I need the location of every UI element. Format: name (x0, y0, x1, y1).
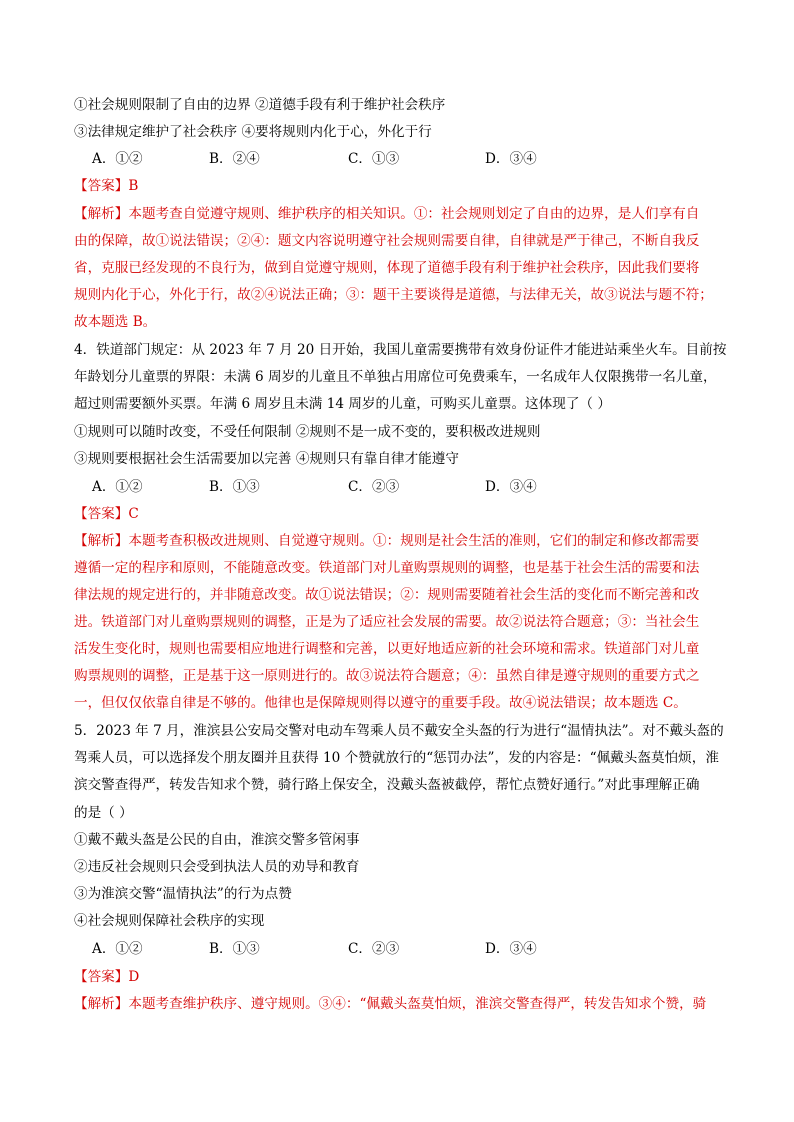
answer-value: B (128, 178, 139, 194)
q3-options (92, 148, 692, 170)
q4-option-c[interactable]: C．②③ (348, 479, 400, 495)
q5-option-b[interactable]: B．①③ (209, 941, 260, 957)
q3-statement-line-1: ①社会规则限制了自由的边界 ②道德手段有利于维护社会秩序 (74, 97, 446, 113)
q5-statement-4: ④社会规则保障社会秩序的实现 (74, 913, 265, 929)
analysis-label: 【解析】 (74, 206, 129, 222)
q4-analysis-line-1 (74, 530, 699, 552)
q5-answer (74, 966, 139, 988)
q5-option-c[interactable]: C．②③ (348, 941, 400, 957)
q3-option-b[interactable]: B．②④ (209, 151, 260, 167)
q3-option-a[interactable]: A．①② (92, 151, 143, 167)
q4-option-d[interactable]: D．③④ (485, 479, 537, 495)
q4-analysis-line-6: 购票规则的调整，正是基于这一原则进行的。故③说法符合题意；④：虽然自律是遵守规则的重要方式之 (74, 668, 700, 684)
analysis-label: 【解析】 (74, 996, 129, 1012)
q4-option-a[interactable]: A．①② (92, 479, 143, 495)
q4-stem-line-3: 超过则需要额外买票。年满 6 周岁且未满 14 周岁的儿童，可购买儿童票。这体现了（ ） (74, 396, 611, 412)
q4-analysis-line-4: 进。铁道部门对儿童购票规则的调整，正是为了适应社会发展的需要。故②说法符合题意；③：当社会生 (74, 614, 700, 630)
analysis-label: 【解析】 (74, 533, 129, 549)
q4-options (92, 476, 692, 498)
q3-analysis-line-2: 由的保障，故①说法错误；②④：题文内容说明遵守社会规则需要自律，自律就是严于律己，不断自我反 (74, 233, 700, 249)
analysis-text: 本题考查自觉遵守规则、维护秩序的相关知识。①：社会规则划定了自由的边界，是人们享有自 (128, 206, 700, 222)
q3-analysis-line-3: 省，克服已经发现的不良行为，做到自觉遵守规则，体现了道德手段有利于维护社会秩序，因此我们要将 (74, 260, 700, 276)
q4-analysis-line-3: 律法规的规定进行的，并非随意改变。故①说法错误；②：规则需要随着社会生活的变化而不断完善和改 (74, 587, 700, 603)
answer-value: D (128, 969, 140, 985)
q5-stem-line-4: 的是（ ） (74, 805, 133, 821)
q5-options (92, 938, 692, 960)
analysis-text: 本题考查积极改进规则、自觉遵守规则。①：规则是社会生活的准则，它们的制定和修改都需要 (128, 533, 700, 549)
q4-analysis-line-5: 活发生变化时，规则也需要相应地进行调整和完善，以更好地适应新的社会环境和需求。铁道部门对儿童 (74, 641, 700, 657)
q5-stem-line-3: 滨交警查得严，转发告知求个赞，骑行路上保安全，没戴头盔被截停，帮忙点赞好通行。”对此事理解正确 (74, 777, 700, 793)
q3-answer (74, 175, 138, 197)
q5-statement-1: ①戴不戴头盔是公民的自由，淮滨交警多管闲事 (74, 832, 360, 848)
q3-statement-line-2: ③法律规定维护了社会秩序 ④要将规则内化于心，外化于行 (74, 124, 432, 140)
q5-stem-line-2: 驾乘人员，可以选择发个朋友圈并且获得 10 个赞就放行的“惩罚办法”，发的内容是：“佩戴头盔莫怕烦，淮 (74, 750, 719, 766)
q3-option-c[interactable]: C．①③ (348, 151, 400, 167)
q4-analysis-line-7: 一，但仅仅依靠自律是不够的。他律也是保障规则得以遵守的重要手段。故④说法错误；故本题选 C。 (74, 695, 687, 711)
q4-statement-line-1: ①规则可以随时改变，不受任何限制 ②规则不是一成不变的，要积极改进规则 (74, 424, 541, 440)
answer-value: C (128, 506, 139, 522)
q5-stem-line-1: 5．2023 年 7 月，淮滨县公安局交警对电动车驾乘人员不戴安全头盔的行为进行“温情执法”。对不戴头盔的 (74, 723, 724, 739)
q3-analysis-line-4: 规则内化于心，外化于行，故②④说法正确；③：题干主要谈得是道德，与法律无关，故③说法与题不符； (74, 287, 713, 303)
q3-option-d[interactable]: D．③④ (485, 151, 537, 167)
q5-option-a[interactable]: A．①② (92, 941, 143, 957)
q5-statement-2: ②违反社会规则只会受到执法人员的劝导和教育 (74, 859, 360, 875)
q4-stem-line-2: 年龄划分儿童票的界限：未满 6 周岁的儿童且不单独占用席位可免费乘车，一名成年人仅限携带一名儿童， (74, 369, 717, 385)
q4-analysis-line-2: 遵循一定的程序和原则，不能随意改变。铁道部门对儿童购票规则的调整，也是基于社会生活的需要和法 (74, 560, 700, 576)
q5-analysis-line-1 (74, 993, 706, 1015)
answer-label: 【答案】 (74, 178, 129, 194)
q5-statement-3: ③为淮滨交警“温情执法”的行为点赞 (74, 886, 292, 902)
answer-label: 【答案】 (74, 969, 129, 985)
q5-option-d[interactable]: D．③④ (485, 941, 537, 957)
answer-label: 【答案】 (74, 506, 129, 522)
q3-analysis-line-5: 故本题选 B。 (74, 314, 157, 330)
q4-stem-line-1: 4．铁道部门规定：从 2023 年 7 月 20 日开始，我国儿童需要携带有效身份证件才能进站乘坐火车。目前按 (74, 342, 727, 358)
analysis-text: 本题考查维护秩序、遵守规则。③④：“佩戴头盔莫怕烦，淮滨交警查得严，转发告知求个赞，骑 (128, 996, 707, 1012)
q4-option-b[interactable]: B．①③ (209, 479, 260, 495)
q4-answer (74, 503, 139, 525)
q3-analysis-line-1 (74, 203, 699, 225)
q4-statement-line-2: ③规则要根据社会生活需要加以完善 ④规则只有靠自律才能遵守 (74, 451, 459, 467)
